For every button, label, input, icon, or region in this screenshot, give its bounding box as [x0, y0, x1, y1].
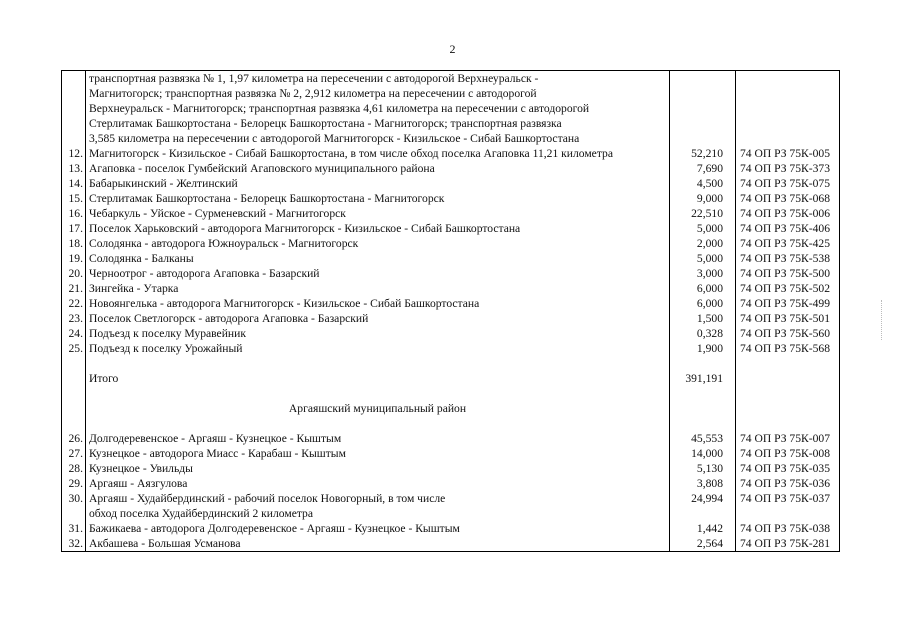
spacer-row [62, 356, 840, 371]
road-name: Поселок Светлогорск - автодорога Агаповка - Базарский [86, 311, 670, 326]
road-code: 74 ОП РЗ 75К-425 [736, 236, 840, 251]
road-code: 74 ОП РЗ 75К-037 [736, 491, 840, 521]
road-code: 74 ОП РЗ 75К-500 [736, 266, 840, 281]
road-code: 74 ОП РЗ 75К-502 [736, 281, 840, 296]
table-row [62, 281, 840, 296]
road-name-cell [86, 71, 670, 147]
road-code: 74 ОП РЗ 75К-568 [736, 341, 840, 356]
district-title: Аргаяшский муниципальный район [86, 401, 670, 416]
table-row [62, 476, 840, 491]
row-number: 21. [62, 281, 86, 296]
row-number: 12. [62, 146, 86, 161]
table-row [62, 461, 840, 476]
scan-artifact [881, 300, 885, 340]
road-name: Бажикаева - автодорога Долгодеревенское - Аргаяш - Кузнецкое - Кыштым [86, 521, 670, 536]
road-name: Солодянка - автодорога Южноуральск - Магнитогорск [86, 236, 670, 251]
continuation-line: транспортная развязка № 1, 1,97 километра на пересечении с автодорогой Верхнеуральск - [89, 72, 539, 85]
table-row [62, 266, 840, 281]
road-length: 5,000 [670, 221, 736, 236]
road-length: 45,553 [670, 431, 736, 446]
road-name: Новоянгелька - автодорога Магнитогорск - Кизильское - Сибай Башкортостана [86, 296, 670, 311]
road-length: 5,000 [670, 251, 736, 266]
road-name: Черноотрог - автодорога Агаповка - Базарский [86, 266, 670, 281]
road-code: 74 ОП РЗ 75К-035 [736, 461, 840, 476]
row-number: 22. [62, 296, 86, 311]
road-name-line: Аргаяш - Худайбердинский - рабочий поселок Новогорный, в том числе [89, 492, 446, 505]
table-row-continuation [62, 71, 840, 147]
road-code: 74 ОП РЗ 75К-406 [736, 221, 840, 236]
road-name: Кузнецкое - Увильды [86, 461, 670, 476]
spacer-row [62, 386, 840, 401]
road-code: 74 ОП РЗ 75К-007 [736, 431, 840, 446]
road-length: 4,500 [670, 176, 736, 191]
total-value: 391,191 [670, 371, 736, 386]
road-code-cell [736, 371, 840, 386]
road-name: Аргаяш - Аязгулова [86, 476, 670, 491]
row-number: 15. [62, 191, 86, 206]
continuation-line: Магнитогорск; транспортная развязка № 2, 2,912 километра на пересечении с автодорогой [89, 87, 537, 100]
road-code: 74 ОП РЗ 75К-006 [736, 206, 840, 221]
row-number: 23. [62, 311, 86, 326]
road-length: 5,130 [670, 461, 736, 476]
road-code: 74 ОП РЗ 75К-038 [736, 521, 840, 536]
total-label: Итого [86, 371, 670, 386]
spacer-row [62, 416, 840, 431]
road-length: 3,000 [670, 266, 736, 281]
road-length: 7,690 [670, 161, 736, 176]
road-code: 74 ОП РЗ 75К-560 [736, 326, 840, 341]
page-number: 2 [449, 42, 456, 56]
road-name: Агаповка - поселок Гумбейский Агаповского муниципального района [86, 161, 670, 176]
continuation-line: Верхнеуральск - Магнитогорск; транспортная развязка 4,61 километра на пересечении с автодорогой [89, 102, 590, 115]
road-code: 74 ОП РЗ 75К-075 [736, 176, 840, 191]
road-length: 0,328 [670, 326, 736, 341]
row-number: 18. [62, 236, 86, 251]
road-name: Кузнецкое - автодорога Миасс - Карабаш - Кыштым [86, 446, 670, 461]
table-row [62, 341, 840, 356]
road-code: 74 ОП РЗ 75К-281 [736, 536, 840, 552]
road-code-cell [736, 71, 840, 147]
road-length: 52,210 [670, 146, 736, 161]
row-number: 32. [62, 536, 86, 552]
row-number-cell [62, 371, 86, 386]
row-number: 14. [62, 176, 86, 191]
total-row [62, 371, 840, 386]
row-number: 29. [62, 476, 86, 491]
row-number: 31. [62, 521, 86, 536]
road-length: 22,510 [670, 206, 736, 221]
table-row [62, 326, 840, 341]
road-code: 74 ОП РЗ 75К-036 [736, 476, 840, 491]
row-number: 27. [62, 446, 86, 461]
table-row [62, 446, 840, 461]
road-name-line: обход поселка Худайбердинский 2 километра [89, 507, 314, 520]
road-length: 3,808 [670, 476, 736, 491]
road-name: Магнитогорск - Кизильское - Сибай Башкортостана, в том числе обход поселка Агаповка 11,21 километра [86, 146, 670, 161]
road-length: 24,994 [670, 491, 736, 521]
table-row [62, 146, 840, 161]
road-length: 1,442 [670, 521, 736, 536]
table-row [62, 536, 840, 552]
table-row [62, 311, 840, 326]
road-name: Чебаркуль - Уйское - Сурменевский - Магнитогорск [86, 206, 670, 221]
row-number: 30. [62, 491, 86, 521]
road-length: 1,500 [670, 311, 736, 326]
row-number: 28. [62, 461, 86, 476]
road-code: 74 ОП РЗ 75К-501 [736, 311, 840, 326]
row-number: 16. [62, 206, 86, 221]
table-row [62, 206, 840, 221]
row-number: 26. [62, 431, 86, 446]
road-name: Долгодеревенское - Аргаяш - Кузнецкое - Кыштым [86, 431, 670, 446]
road-code: 74 ОП РЗ 75К-005 [736, 146, 840, 161]
table-row [62, 236, 840, 251]
road-code: 74 ОП РЗ 75К-373 [736, 161, 840, 176]
road-length-cell [670, 71, 736, 147]
road-code: 74 ОП РЗ 75К-538 [736, 251, 840, 266]
road-name: Подъезд к поселку Урожайный [86, 341, 670, 356]
road-code: 74 ОП РЗ 75К-068 [736, 191, 840, 206]
road-length: 9,000 [670, 191, 736, 206]
road-name: Зингейка - Утарка [86, 281, 670, 296]
road-length: 1,900 [670, 341, 736, 356]
continuation-line: Стерлитамак Башкортостана - Белорецк Башкортостана - Магнитогорск; транспортная развязка [89, 117, 562, 130]
roads-table [61, 70, 840, 552]
continuation-line: 3,585 километра на пересечении с автодорогой Магнитогорск - Кизильское - Сибай Башкортостана [89, 132, 580, 145]
road-length: 6,000 [670, 281, 736, 296]
road-name: Акбашева - Большая Усманова [86, 536, 670, 552]
table-row [62, 296, 840, 311]
road-code: 74 ОП РЗ 75К-499 [736, 296, 840, 311]
row-number: 20. [62, 266, 86, 281]
row-number: 25. [62, 341, 86, 356]
table-row [62, 161, 840, 176]
district-header-row [62, 401, 840, 416]
roads-table-body [62, 71, 840, 552]
road-length: 2,564 [670, 536, 736, 552]
road-code: 74 ОП РЗ 75К-008 [736, 446, 840, 461]
row-number-cell [62, 71, 86, 147]
road-name: Стерлитамак Башкортостана - Белорецк Башкортостана - Магнитогорск [86, 191, 670, 206]
road-name: Поселок Харьковский - автодорога Магнитогорск - Кизильское - Сибай Башкортостана [86, 221, 670, 236]
road-length: 2,000 [670, 236, 736, 251]
table-row [62, 221, 840, 236]
table-row [62, 491, 840, 521]
row-number: 19. [62, 251, 86, 266]
table-row [62, 176, 840, 191]
row-number: 13. [62, 161, 86, 176]
road-length: 6,000 [670, 296, 736, 311]
road-name: Бабарыкинский - Желтинский [86, 176, 670, 191]
table-row [62, 191, 840, 206]
table-row [62, 431, 840, 446]
road-name: Солодянка - Балканы [86, 251, 670, 266]
row-number: 24. [62, 326, 86, 341]
table-row [62, 521, 840, 536]
row-number: 17. [62, 221, 86, 236]
road-length: 14,000 [670, 446, 736, 461]
road-name: Подъезд к поселку Муравейник [86, 326, 670, 341]
road-name [86, 491, 670, 521]
table-row [62, 251, 840, 266]
